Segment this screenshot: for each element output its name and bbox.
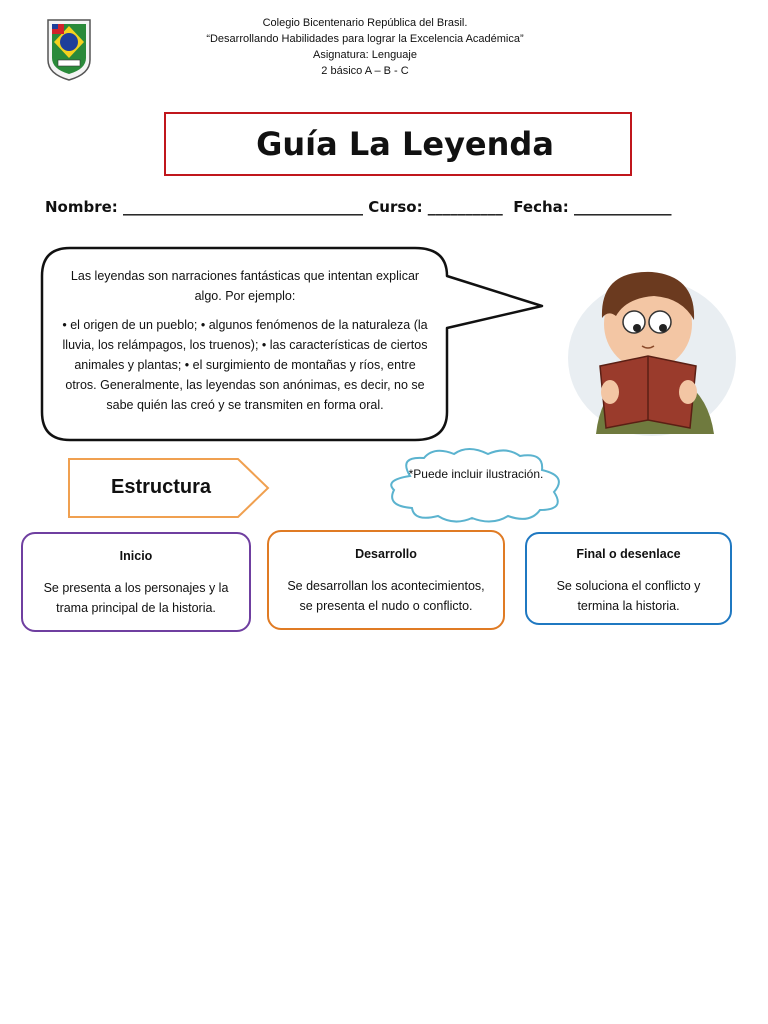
card-desarrollo-title: Desarrollo	[355, 547, 417, 561]
card-inicio-title: Inicio	[119, 549, 153, 563]
title-box	[164, 112, 632, 176]
school-motto: “Desarrollando Habilidades para lograr la Excelencia Académica”	[206, 33, 524, 45]
card-final-title: Final o desenlace	[576, 547, 681, 561]
bubble-text	[58, 266, 432, 415]
page-title: Guía La Leyenda	[256, 125, 554, 163]
card-final-text: Se soluciona el conflicto y termina la historia.	[556, 579, 701, 613]
legend-definition: Las leyendas son narraciones fantásticas que intentan explicar algo. Por ejemplo:	[70, 269, 420, 303]
legend-examples: • el origen de un pueblo; • algunos fenómenos de la naturaleza (la lluvia, los relámpagos, los truenos); • las características de ciertos animales y plantas; • el surgimiento de montañas y ríos, entre otros. Generalmente, las leyendas son anónimas, es decir, no se sabe quién las creó y se transmiten en forma oral.	[62, 318, 428, 412]
card-final	[525, 532, 732, 625]
subject: Asignatura: Lenguaje	[313, 49, 417, 61]
date-field-label: Fecha: _____________	[513, 198, 672, 216]
card-inicio	[21, 532, 251, 632]
school-crest-logo	[44, 16, 94, 82]
card-desarrollo-text: Se desarrollan los acontecimientos, se presenta el nudo o conflicto.	[287, 579, 485, 613]
cloud-note: *Puede incluir ilustración.	[408, 467, 544, 481]
course-field-label: Curso: __________	[368, 198, 503, 216]
structure-label: Estructura	[110, 476, 212, 498]
card-desarrollo	[267, 530, 505, 630]
name-field-label: Nombre: ________________________________	[45, 198, 364, 216]
grade-sections: 2 básico A – B - C	[321, 65, 409, 77]
school-header	[110, 15, 620, 79]
school-name: Colegio Bicentenario República del Brasil.	[262, 17, 468, 29]
card-inicio-text: Se presenta a los personajes y la trama principal de la historia.	[43, 581, 229, 615]
boy-reading-illustration	[556, 258, 738, 440]
student-info-line	[45, 198, 672, 216]
cloud-note-shape	[384, 446, 570, 524]
